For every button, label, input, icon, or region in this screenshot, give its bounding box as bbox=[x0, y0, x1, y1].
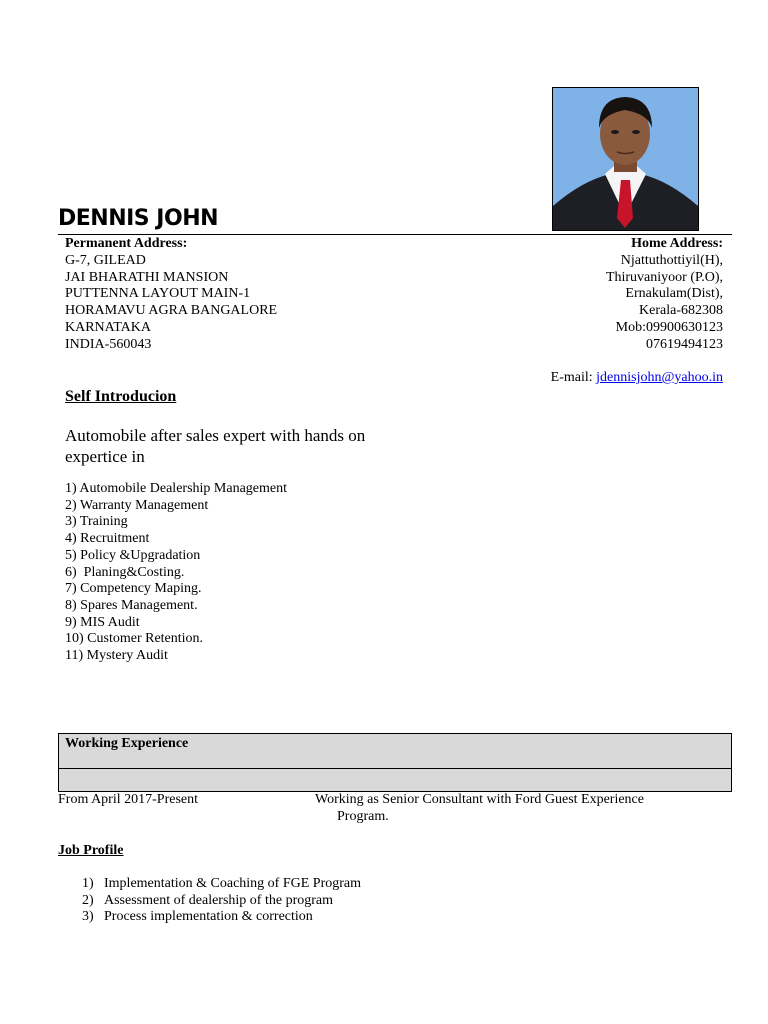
mobile-number-alt: 07619494123 bbox=[646, 336, 723, 352]
skills-list bbox=[65, 481, 287, 665]
email-line bbox=[551, 370, 723, 386]
list-item: 1) Automobile Dealership Management bbox=[65, 481, 287, 496]
permanent-address-line: PUTTENNA LAYOUT MAIN-1 bbox=[65, 286, 251, 302]
self-intro-text: Automobile after sales expert with hands on expertice in bbox=[65, 426, 366, 466]
home-address-block bbox=[606, 236, 723, 354]
mobile-number: Mob:09900630123 bbox=[615, 319, 723, 335]
candidate-name: DENNIS JOHN bbox=[58, 206, 219, 231]
home-address-line: Ernakulam(Dist), bbox=[625, 286, 723, 302]
profile-photo bbox=[552, 87, 699, 231]
home-address-label: Home Address: bbox=[631, 236, 723, 251]
permanent-address-block bbox=[65, 236, 277, 354]
working-experience-heading: Working Experience bbox=[65, 736, 189, 751]
home-address-line: Thiruvaniyoor (P.O), bbox=[605, 269, 723, 285]
list-text: Process implementation & correction bbox=[104, 909, 313, 925]
list-item: 7) Competency Maping. bbox=[65, 581, 202, 597]
list-item bbox=[82, 909, 361, 926]
header-rule bbox=[58, 234, 732, 235]
job-profile-heading: Job Profile bbox=[58, 843, 124, 858]
working-experience-box bbox=[58, 733, 732, 792]
permanent-address-label: Permanent Address: bbox=[65, 236, 188, 251]
email-label: E-mail: bbox=[550, 370, 593, 385]
list-text: Implementation & Coaching of FGE Program bbox=[104, 876, 362, 891]
portrait-image bbox=[553, 88, 698, 230]
experience-desc-line: Working as Senior Consultant with Ford Guest Experience bbox=[315, 792, 644, 807]
home-address-line: Kerala-682308 bbox=[639, 303, 723, 319]
self-intro-heading: Self Introducion bbox=[65, 388, 177, 405]
list-item: 6) Planing&Costing. bbox=[65, 564, 185, 580]
list-item: 8) Spares Management. bbox=[65, 597, 198, 613]
experience-description bbox=[315, 792, 695, 825]
permanent-address-line: JAI BHARATHI MANSION bbox=[65, 269, 229, 285]
permanent-address-line: KARNATAKA bbox=[65, 319, 151, 335]
permanent-address-line: INDIA-560043 bbox=[65, 336, 152, 352]
list-item: 5) Policy &Upgradation bbox=[65, 547, 201, 563]
list-item bbox=[82, 893, 361, 910]
home-address-line: Njattuthottiyil(H), bbox=[620, 252, 723, 268]
list-item: 4) Recruitment bbox=[65, 531, 150, 547]
list-number: 3) bbox=[82, 909, 94, 925]
list-item: 3) Training bbox=[65, 514, 128, 530]
list-item: 10) Customer Retention. bbox=[65, 631, 204, 647]
experience-period: From April 2017-Present bbox=[58, 792, 198, 807]
list-number: 1) bbox=[82, 876, 94, 891]
box-divider bbox=[59, 768, 731, 769]
list-text: Assessment of dealership of the program bbox=[104, 892, 333, 908]
experience-desc-line: Program. bbox=[337, 808, 389, 824]
list-item bbox=[82, 876, 361, 893]
list-number: 2) bbox=[82, 892, 94, 908]
permanent-address-line: G-7, GILEAD bbox=[65, 252, 146, 268]
permanent-address-line: HORAMAVU AGRA BANGALORE bbox=[65, 303, 278, 319]
job-profile-list bbox=[82, 876, 361, 926]
list-item: 2) Warranty Management bbox=[65, 497, 209, 513]
email-link[interactable]: jdennisjohn@yahoo.in bbox=[596, 370, 723, 385]
list-item: 11) Mystery Audit bbox=[65, 648, 168, 664]
list-item: 9) MIS Audit bbox=[65, 614, 140, 630]
